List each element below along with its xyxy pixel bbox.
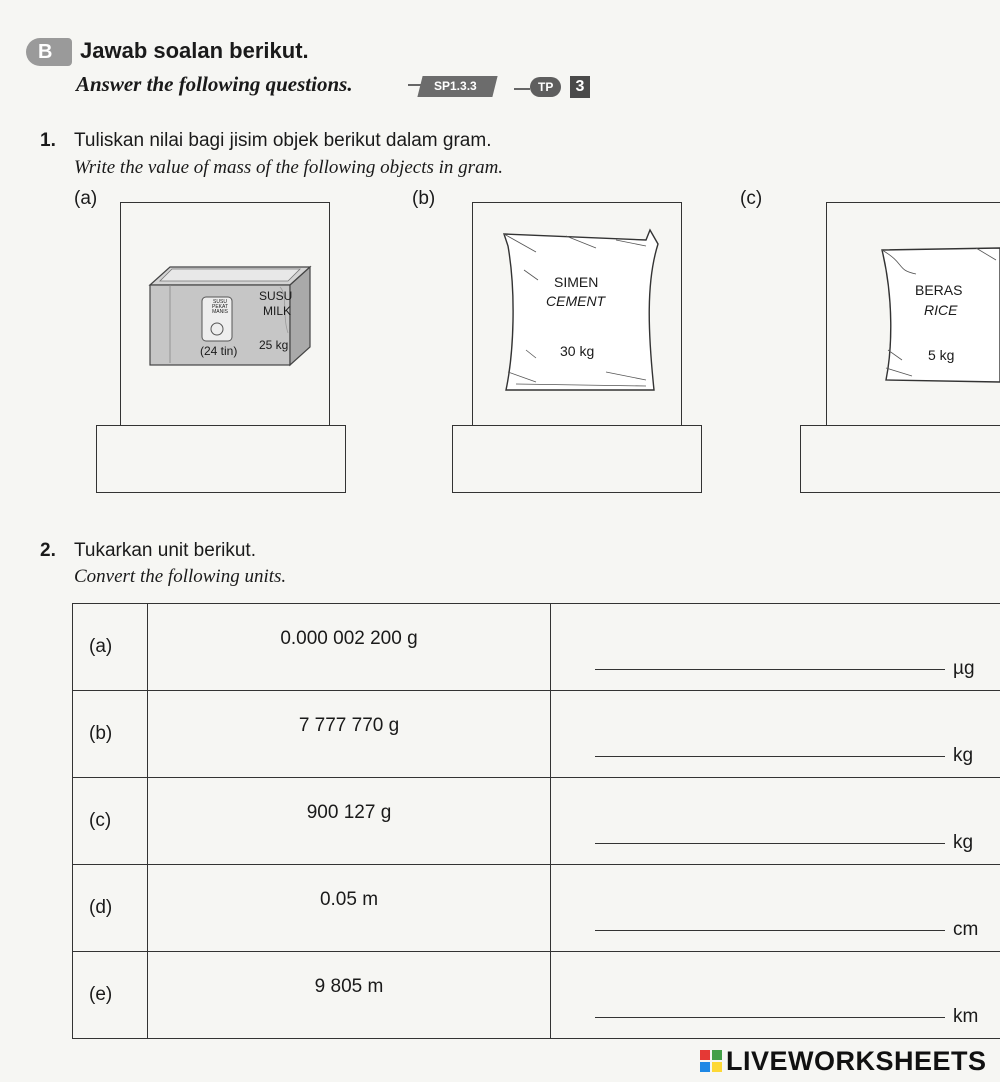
q1b-label: (b) xyxy=(412,188,436,209)
section-badge-letter: B xyxy=(38,41,53,63)
table-row xyxy=(73,691,1000,778)
q1c-label: (c) xyxy=(740,188,763,209)
q1a-label: (a) xyxy=(74,188,98,209)
tp-level: 3 xyxy=(570,76,590,98)
row-value: 900 127 g xyxy=(148,778,551,865)
row-label: (b) xyxy=(73,691,148,778)
answer-input-c[interactable] xyxy=(595,843,945,844)
row-label: (a) xyxy=(73,604,148,691)
answer-input-a[interactable] xyxy=(595,669,945,670)
answer-input-e[interactable] xyxy=(595,1017,945,1018)
tag-connector-2 xyxy=(514,88,530,90)
answer-unit: µg xyxy=(953,658,975,679)
answer-input-d[interactable] xyxy=(595,930,945,931)
q1c-line1: BERAS xyxy=(915,282,963,298)
table-row xyxy=(73,952,1000,1039)
answer-cell[interactable] xyxy=(551,865,1000,952)
brand-wordmark: LIVEWORKSHEETS xyxy=(726,1046,987,1076)
row-value: 9 805 m xyxy=(148,952,551,1039)
q1c-line2: RICE xyxy=(924,302,958,318)
answer-unit: km xyxy=(953,1006,979,1027)
milk-can-label: SUSU PEKAT MANIS xyxy=(211,299,229,315)
answer-cell[interactable] xyxy=(551,952,1000,1039)
q1b-line1: SIMEN xyxy=(554,274,599,290)
table-row xyxy=(73,778,1000,865)
row-label: (d) xyxy=(73,865,148,952)
section-badge xyxy=(26,38,72,66)
row-value: 7 777 770 g xyxy=(148,691,551,778)
tp-tag: TP xyxy=(530,77,561,97)
q1-number: 1. xyxy=(40,130,56,151)
q2-number: 2. xyxy=(40,540,56,561)
row-label: (c) xyxy=(73,778,148,865)
q1-text-ms: Tuliskan nilai bagi jisim objek berikut dalam gram. xyxy=(74,130,492,151)
q1a-line2: MILK xyxy=(263,304,292,318)
row-value: 0.000 002 200 g xyxy=(148,604,551,691)
q1a-note: (24 tin) xyxy=(200,344,238,358)
answer-cell[interactable] xyxy=(551,691,1000,778)
section-title-en: Answer the following questions. xyxy=(76,72,353,96)
table-row xyxy=(73,604,1000,691)
scale-b-base[interactable] xyxy=(452,425,702,493)
table-row xyxy=(73,865,1000,952)
scale-a-base[interactable] xyxy=(96,425,346,493)
q1b-mass: 30 kg xyxy=(560,343,595,359)
answer-unit: cm xyxy=(953,919,979,940)
q1c-mass: 5 kg xyxy=(928,347,955,363)
answer-unit: kg xyxy=(953,745,974,766)
answer-cell[interactable] xyxy=(551,604,1000,691)
liveworksheets-logo-icon xyxy=(700,1050,722,1072)
section-title-ms: Jawab soalan berikut. xyxy=(80,38,309,63)
answer-input-b[interactable] xyxy=(595,756,945,757)
q2-text-en: Convert the following units. xyxy=(74,566,287,587)
answer-cell[interactable] xyxy=(551,778,1000,865)
q1b-line2: CEMENT xyxy=(546,293,606,309)
row-label: (e) xyxy=(73,952,148,1039)
scale-c-base[interactable] xyxy=(800,425,1000,493)
q2-text-ms: Tukarkan unit berikut. xyxy=(74,540,256,561)
q1-text-en: Write the value of mass of the following objects in gram. xyxy=(74,157,504,178)
cement-bag xyxy=(496,222,666,402)
sp-tag xyxy=(417,76,497,97)
row-value: 0.05 m xyxy=(148,865,551,952)
answer-unit: kg xyxy=(953,832,974,853)
sp-tag-label: SP1.3.3 xyxy=(434,79,477,93)
q1a-mass: 25 kg xyxy=(259,338,289,352)
conversion-table xyxy=(72,603,1000,1039)
q1a-line1: SUSU xyxy=(259,289,293,303)
